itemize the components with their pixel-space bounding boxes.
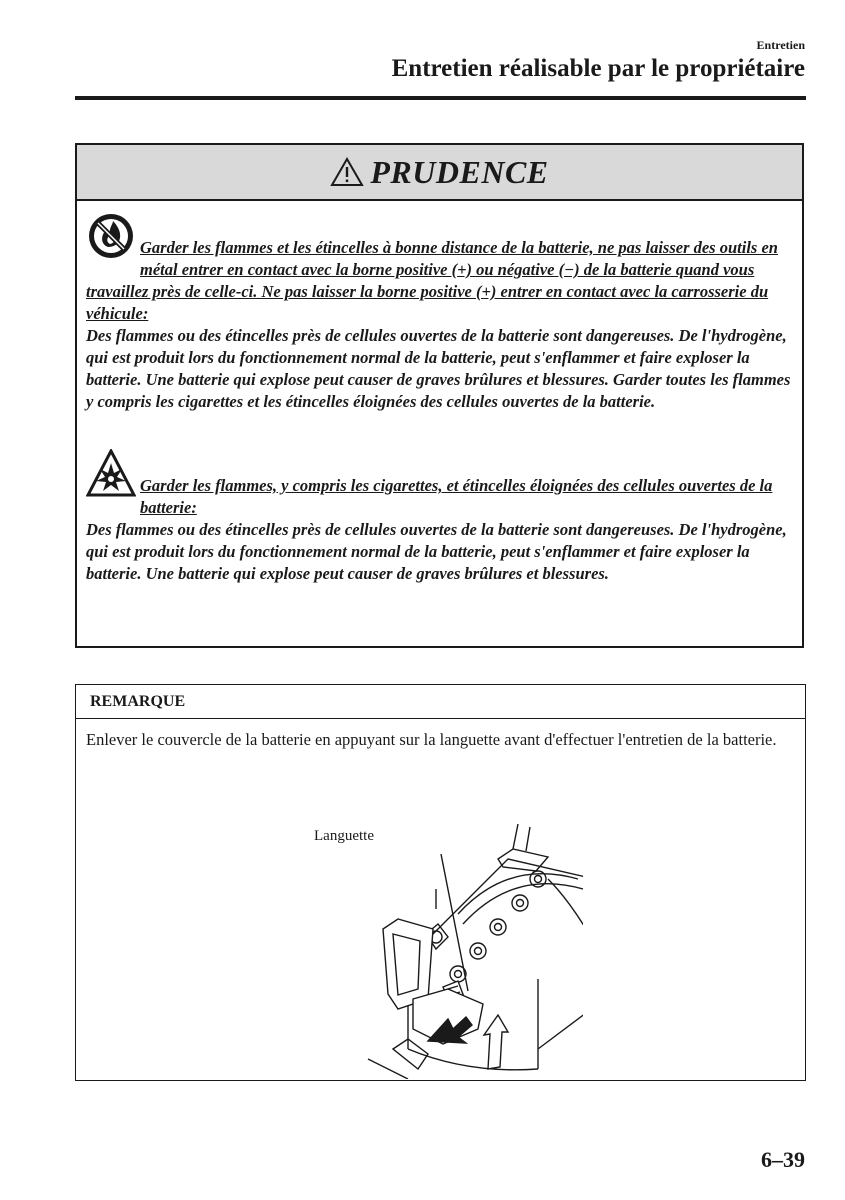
note-title: REMARQUE [76,685,805,719]
warning-block-flames [86,209,792,413]
caution-title: PRUDENCE [370,153,549,190]
page-title: Entretien réalisable par le propriétaire [391,55,805,82]
note-text: Enlever le couvercle de la batterie en appuyant sur la languette avant d'effectuer l'entretien de la batterie. [86,730,777,749]
warning-lead-explosion: Garder les flammes, y compris les cigarettes, et étincelles éloignées des cellules ouvertes de la batterie: [140,476,773,517]
warning-triangle-icon [330,157,364,187]
battery-cap [490,919,506,935]
warning-lead-flames: Garder les flammes et les étincelles à bonne distance de la batterie, ne pas laisser des outils en métal entrer en contact avec la borne positive (+) ou négative (−) de la batterie quand vous travaillez près de celle-ci. Ne pas laisser la borne positive (+) entrer en contact avec la carrosserie du véhicule: [86,238,778,323]
warning-block-explosion [86,447,792,585]
illustration-label: Languette [314,828,374,844]
battery-cap [450,966,466,982]
explosion-icon [86,449,136,499]
page-number: 6–39 [761,1147,805,1172]
battery-cap [512,895,528,911]
battery-illustration [308,819,583,1079]
caution-header [77,145,802,201]
warning-text-flames: Des flammes ou des étincelles près de cellules ouvertes de la batterie sont dangereuses. De l'hydrogène, qui est produit lors du fonctionnement normal de la batterie, peut s'enflammer et faire exploser la batterie. Une batterie qui explose peut causer de graves brûlures et blessures. Garder toutes les flammes y compris les cigarettes et les étincelles éloignées des cellules ouvertes de la batterie. [86,326,791,411]
caution-body [77,201,802,585]
battery-cap [470,943,486,959]
no-flame-icon [86,211,136,261]
header-rule [75,96,806,100]
warning-text-explosion: Des flammes ou des étincelles près de cellules ouvertes de la batterie sont dangereuses. De l'hydrogène, qui est produit lors du fonctionnement normal de la batterie, peut s'enflammer et faire exploser la batterie. Une batterie qui explose peut causer de graves brûlures et blessures. [86,520,787,583]
note-box [75,684,806,1081]
header-section: Entretien [756,38,805,52]
caution-box [75,143,804,648]
